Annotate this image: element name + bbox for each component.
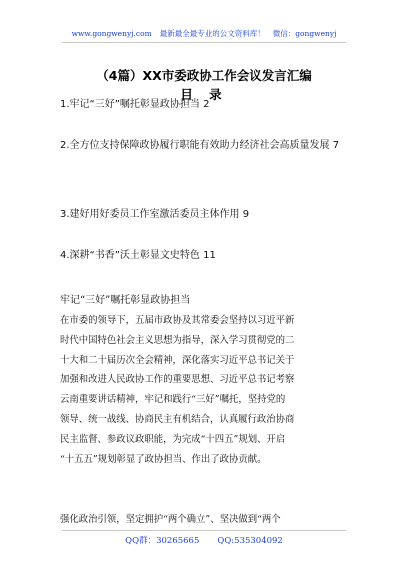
body-line: 领导、统一战线、协商民主有机结合，认真履行政治协商 bbox=[60, 413, 295, 425]
toc-heading: 目 录 bbox=[180, 87, 228, 102]
header-wechat: 微信：gongwenyj bbox=[272, 29, 337, 38]
body-line: 民主监督、参政议政职能，为完成“十四五”规划、开启 bbox=[60, 433, 286, 445]
header-slogan: 最新最全最专业的公文资料库！ bbox=[159, 29, 265, 38]
section-title: 牢记“三好”嘱托彰显政协担当 bbox=[60, 295, 191, 306]
toc-item-3[interactable]: 3.建好用好委员工作室激活委员主体作用 9 bbox=[60, 209, 250, 220]
body-line: 加强和改进人民政协工作的重要思想、习近平总书记考察 bbox=[60, 374, 295, 386]
body-line: “十五五”规划彰显了政协担当、作出了政协贡献。 bbox=[60, 453, 267, 465]
document-title: （4篇）XX市委政协工作会议发言汇编 bbox=[96, 68, 312, 83]
toc-item-2[interactable] bbox=[60, 135, 360, 157]
body-line: 在市委的领导下，五届市政协及其常委会坚持以习近平新 bbox=[60, 315, 295, 326]
toc-item-4[interactable]: 4.深耕“书香”沃土彰显文史特色 11 bbox=[60, 250, 216, 261]
body-line: 时代中国特色社会主义思想为指导，深入学习贯彻党的二 bbox=[60, 334, 295, 346]
body-paragraph-1 bbox=[60, 311, 360, 469]
header-website-link[interactable]: www.gongwenyj.com bbox=[71, 29, 152, 38]
footer-qq-group: QQ群：30265665 bbox=[125, 536, 200, 546]
toc-item-2-text: 2.全方位支持保障政协履行职能有效助力经济社会高质量发展 7 bbox=[60, 140, 340, 151]
footer-qq: QQ:535304092 bbox=[217, 536, 283, 546]
page-footer bbox=[0, 534, 408, 546]
body-line: 云南重要讲话精神，牢记和践行“三好”嘱托，坚持党的 bbox=[60, 394, 286, 406]
footer-divider bbox=[62, 530, 346, 531]
body-line: 十大和二十届历次全会精神，深化落实习近平总书记关于 bbox=[60, 354, 295, 366]
page-header bbox=[0, 28, 408, 39]
toc-item-1[interactable]: 1.牢记“三好”嘱托彰显政协担当 2 bbox=[60, 99, 210, 110]
body-paragraph-2: 强化政治引领，坚定拥护“两个确立”、坚决做到“两个 bbox=[60, 514, 281, 525]
header-divider bbox=[62, 42, 346, 43]
